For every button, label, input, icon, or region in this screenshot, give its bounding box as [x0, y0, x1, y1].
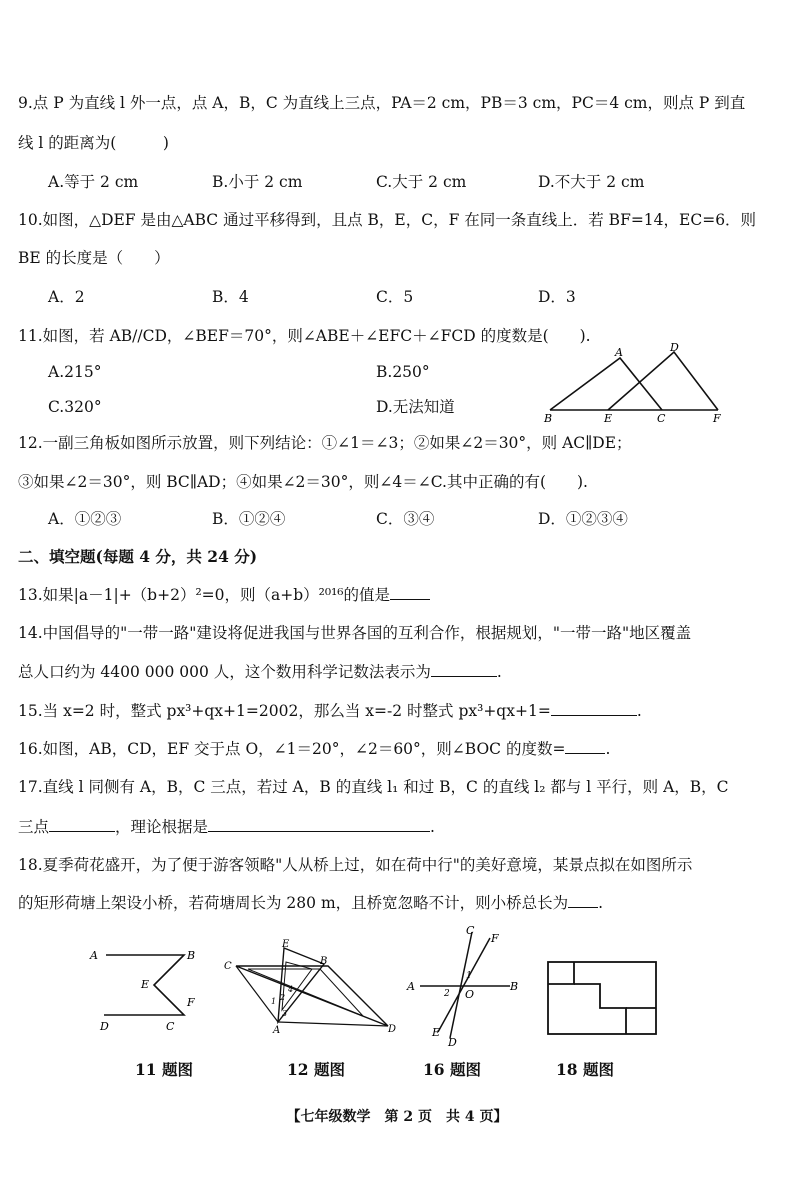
q14-line2	[18, 662, 502, 682]
q12-option-c: C．③④	[376, 510, 435, 528]
q9-line1: 9.点 P 为直线 l 外一点，点 A，B，C 为直线上三点，PA＝2 cm，PB＝3 cm，PC＝4 cm，则点 P 到直	[18, 94, 746, 112]
fig12-label-b: B	[320, 956, 328, 967]
q16-stem: 16.如图，AB，CD，EF 交于点 O，∠1＝20°，∠2＝60°，则∠BOC 的度数=	[18, 740, 566, 758]
fig16-label-b: B	[510, 980, 519, 993]
q18-answer-blank[interactable]	[568, 893, 598, 908]
q17-line1: 17.直线 l 同侧有 A，B，C 三点，若过 A，B 的直线 l₁ 和过 B，C 的直线 l₂ 都与 l 平行，则 A，B，C	[18, 778, 729, 796]
fig16-label-a: A	[407, 980, 415, 993]
q11-option-d: D.无法知道	[376, 398, 455, 416]
fig11-label-e: E	[141, 978, 150, 991]
q16-answer-blank[interactable]	[565, 739, 605, 754]
q17-stem-b: ，理论根据是	[115, 818, 209, 836]
fig12-label-a: A	[273, 1025, 281, 1036]
q17-end: .	[430, 818, 435, 836]
q12-line1: 12.一副三角板如图所示放置，则下列结论：①∠1＝∠3；②如果∠2＝30°，则 AC∥DE；	[18, 434, 632, 452]
fig11-label-a: A	[90, 949, 98, 962]
q14-stem: 总人口约为 4400 000 000 人，这个数用科学记数法表示为	[18, 663, 431, 681]
fig11-label-f: F	[187, 996, 195, 1009]
q9-option-d: D.不大于 2 cm	[538, 173, 645, 191]
fig16-label-d: D	[448, 1036, 457, 1048]
q9-option-c: C.大于 2 cm	[376, 173, 467, 191]
q13-text	[18, 585, 430, 605]
q9-line2: 线 l 的距离为( )	[18, 134, 169, 152]
q14-answer-blank[interactable]	[431, 662, 497, 677]
fig16-label-c: C	[466, 924, 475, 937]
q11-option-a: A.215°	[48, 363, 102, 381]
q10-label-c: C	[657, 412, 666, 425]
q10-option-a: A．2	[48, 288, 85, 306]
q17-line2	[18, 817, 435, 837]
fig12-label-d: D	[388, 1024, 397, 1035]
caption-fig16: 16 题图	[423, 1060, 481, 1079]
q13-answer-blank[interactable]	[390, 585, 430, 600]
q10-line1: 10.如图，△DEF 是由△ABC 通过平移得到，且点 B，E，C，F 在同一条直线上．若 BF=14，EC=6．则	[18, 211, 757, 229]
fig12-angle-3: 3	[282, 1009, 288, 1018]
q10-line2: BE 的长度是（ ）	[18, 249, 170, 267]
fig12-label-c: C	[224, 961, 232, 972]
caption-fig12: 12 题图	[287, 1060, 345, 1079]
fig16-label-e: E	[432, 1026, 441, 1039]
figure-12	[218, 936, 400, 1036]
q10-label-e: E	[604, 412, 613, 425]
figure-11	[84, 940, 214, 1040]
fig12-angle-1: 1	[271, 997, 277, 1006]
figure-18	[542, 958, 662, 1038]
q9-option-b: B.小于 2 cm	[212, 173, 303, 191]
page-footer: 【七年级数学 第 2 页 共 4 页】	[286, 1109, 508, 1125]
q14-end: .	[496, 663, 502, 681]
q16-text	[18, 739, 610, 759]
q18-line2	[18, 893, 603, 913]
fig11-label-c: C	[166, 1020, 175, 1033]
q13-stem: 13.如果|a－1|+（b+2）²=0，则（a+b）²⁰¹⁶的值是	[18, 586, 391, 604]
fig16-angle-1: 1	[466, 971, 472, 981]
q15-answer-blank[interactable]	[551, 701, 637, 716]
q9-option-a: A.等于 2 cm	[48, 173, 139, 191]
q17-stem-a: 三点	[18, 818, 50, 836]
q18-end: .	[598, 894, 604, 912]
fig12-angle-4: 4	[288, 985, 294, 994]
caption-fig18: 18 题图	[556, 1060, 614, 1079]
q15-text	[18, 701, 642, 721]
q11-line1: 11.如图，若 AB//CD，∠BEF＝70°，则∠ABE＋∠EFC＋∠FCD 的度数是( ).	[18, 327, 591, 345]
fig16-angle-2: 2	[444, 989, 450, 999]
q16-end: .	[605, 740, 611, 758]
fig16-label-o: O	[465, 988, 475, 1001]
q10-label-b: B	[544, 412, 553, 425]
q10-figure	[538, 342, 728, 428]
fig11-label-d: D	[100, 1020, 109, 1033]
q10-label-d: D	[670, 342, 679, 354]
q17-answer-blank-2[interactable]	[208, 817, 430, 832]
q12-option-b: B．①②④	[212, 510, 286, 528]
q10-label-a: A	[615, 346, 623, 359]
q10-option-b: B．4	[212, 288, 249, 306]
q11-option-b: B.250°	[376, 363, 430, 381]
fig12-angle-2: 2	[280, 993, 286, 1002]
q10-option-d: D．3	[538, 288, 576, 306]
q14-line1: 14.中国倡导的"一带一路"建设将促进我国与世界各国的互利合作，根据规划，"一带一路"地区覆盖	[18, 624, 692, 642]
q10-label-f: F	[713, 412, 721, 425]
figure-16	[402, 922, 522, 1048]
q10-option-c: C．5	[376, 288, 414, 306]
q15-end: .	[636, 702, 642, 720]
q12-option-a: A．①②③	[48, 510, 122, 528]
fig11-label-b: B	[187, 949, 196, 962]
q12-line2: ③如果∠2＝30°，则 BC∥AD；④如果∠2＝30°，则∠4＝∠C.其中正确的有( ).	[18, 473, 588, 491]
section-title: 二、填空题(每题 4 分，共 24 分)	[18, 547, 258, 566]
q15-stem: 15.当 x=2 时，整式 px³+qx+1=2002，那么当 x=-2 时整式 px³+qx+1=	[18, 702, 551, 720]
q11-option-c: C.320°	[48, 398, 102, 416]
q17-answer-blank-1[interactable]	[49, 817, 115, 832]
caption-fig11: 11 题图	[135, 1060, 193, 1079]
fig12-label-e: E	[282, 939, 290, 950]
q18-line1: 18.夏季荷花盛开，为了便于游客领略"人从桥上过，如在荷中行"的美好意境，某景点拟在如图所示	[18, 856, 693, 874]
fig16-label-f: F	[491, 932, 499, 945]
q12-option-d: D．①②③④	[538, 510, 628, 528]
q18-stem: 的矩形荷塘上架设小桥，若荷塘周长为 280 m，且桥宽忽略不计，则小桥总长为	[18, 894, 569, 912]
